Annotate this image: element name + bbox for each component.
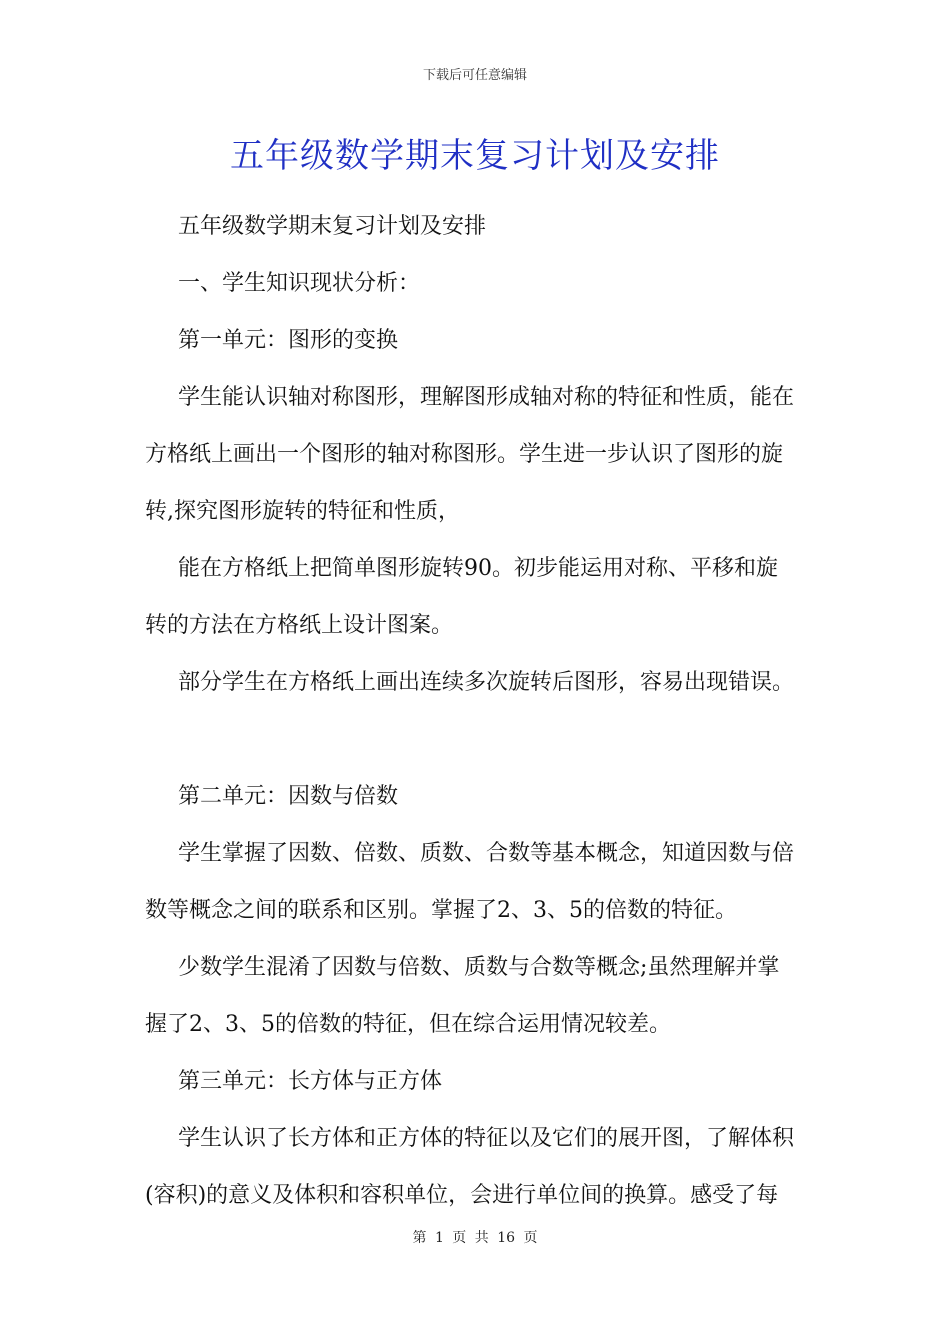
- page-header-note: 下载后可任意编辑: [422, 68, 527, 83]
- paragraph-line: 转,探究图形旋转的特征和性质，: [145, 499, 460, 524]
- paragraph-line: 握了2、3、5的倍数的特征，但在综合运用情况较差。: [145, 1012, 671, 1037]
- document-body: [145, 198, 807, 1224]
- paragraph-line: 能在方格纸上把简单图形旋转90。初步能运用对称、平移和旋: [178, 556, 778, 581]
- unit-heading-2: 第二单元：因数与倍数: [178, 784, 399, 809]
- paragraph-line: 学生认识了长方体和正方体的特征以及它们的展开图，了解体积: [178, 1126, 795, 1151]
- paragraph-line: 少数学生混淆了因数与倍数、质数与合数等概念;虽然理解并掌: [178, 955, 780, 980]
- paragraph-line: 转的方法在方格纸上设计图案。: [145, 613, 454, 638]
- paragraph-line: 学生掌握了因数、倍数、质数、合数等基本概念，知道因数与倍: [178, 841, 795, 866]
- section-heading: 一、学生知识现状分析：: [178, 271, 421, 296]
- paragraph-line: 数等概念之间的联系和区别。掌握了2、3、5的倍数的特征。: [145, 898, 737, 923]
- subtitle-line: 五年级数学期末复习计划及安排: [178, 214, 487, 239]
- paragraph-line: (容积)的意义及体积和容积单位，会进行单位间的换算。感受了每: [145, 1183, 779, 1208]
- unit-heading-3: 第三单元：长方体与正方体: [178, 1069, 443, 1094]
- paragraph-line: 方格纸上画出一个图形的轴对称图形。学生进一步认识了图形的旋: [145, 442, 784, 467]
- blank-line: [145, 711, 807, 768]
- paragraph-line: 部分学生在方格纸上画出连续多次旋转后图形，容易出现错误。: [178, 670, 795, 695]
- document-title: 五年级数学期末复习计划及安排: [230, 136, 720, 176]
- page-number: 第 1 页 共 16 页: [412, 1230, 538, 1246]
- paragraph-line: 学生能认识轴对称图形，理解图形成轴对称的特征和性质，能在: [178, 385, 795, 410]
- unit-heading-1: 第一单元：图形的变换: [178, 328, 399, 353]
